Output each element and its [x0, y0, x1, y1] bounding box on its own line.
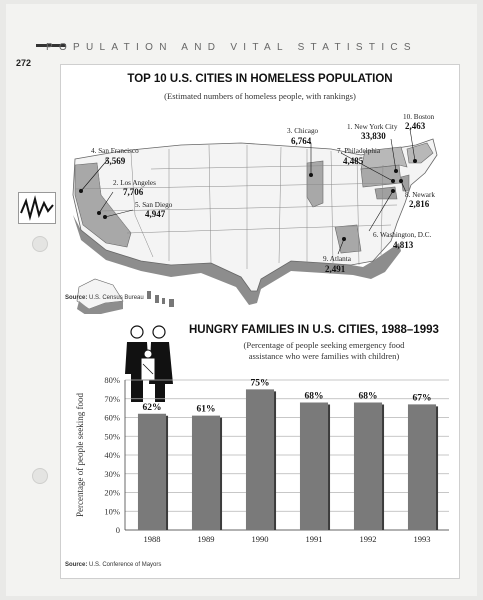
y-axis-label: Percentage of people seeking food	[75, 393, 85, 517]
page-number: 272	[16, 58, 32, 68]
bar	[138, 414, 166, 530]
city-value-los-angeles: 7,706	[123, 187, 144, 197]
y-tick-label: 10%	[104, 506, 120, 517]
x-tick-label: 1990	[251, 534, 269, 544]
us-map	[61, 65, 459, 315]
binder-hole	[32, 236, 48, 252]
page	[6, 4, 477, 596]
city-label-atlanta: 9. Atlanta	[323, 255, 351, 263]
bar-value-label: 62%	[142, 402, 162, 413]
bar	[246, 389, 274, 530]
map-title: TOP 10 U.S. CITIES IN HOMELESS POPULATION	[127, 73, 393, 85]
city-label-philadelphia: 7. Philadelphia	[337, 147, 381, 155]
homeless-map-panel	[60, 64, 460, 316]
chart-source-label: Source:	[65, 562, 88, 568]
state-illinois	[307, 161, 323, 207]
chart-source-text: U.S. Conference of Mayors	[89, 562, 162, 568]
state-maryland	[375, 187, 397, 199]
city-value-boston: 2,463	[405, 121, 426, 131]
city-value-san-francisco: 5,569	[105, 156, 126, 166]
y-tick-label: 50%	[104, 431, 120, 442]
city-label-boston: 10. Boston	[403, 113, 435, 121]
city-value-new-york: 33,830	[361, 131, 386, 141]
city-value-philadelphia: 4,485	[343, 156, 364, 166]
chart-subtitle-line: assistance who were families with children)	[248, 351, 400, 361]
chart-subtitle-line: (Percentage of people seeking emergency food	[243, 340, 405, 350]
chart-source	[65, 562, 161, 568]
city-value-san-diego: 4,947	[145, 209, 166, 219]
bar-chart	[61, 314, 459, 578]
bar	[354, 403, 382, 531]
x-tick-label: 1988	[143, 534, 161, 544]
city-label-los-angeles: 2. Los Angeles	[113, 179, 156, 187]
y-tick-label: 80%	[104, 375, 120, 385]
bar-value-label: 75%	[250, 378, 270, 389]
y-tick-label: 60%	[104, 412, 120, 423]
x-tick-label: 1992	[359, 534, 377, 544]
bar-value-label: 68%	[304, 391, 324, 402]
map-source-text: U.S. Census Bureau	[89, 295, 144, 301]
x-tick-label: 1989	[197, 534, 215, 544]
section-header: POPULATION AND VITAL STATISTICS	[46, 42, 417, 53]
map-subtitle: (Estimated numbers of homeless people, with rankings)	[164, 91, 356, 101]
city-label-san-francisco: 4. San Francisco	[91, 147, 139, 155]
city-value-newark: 2,816	[409, 199, 430, 209]
chart-title: HUNGRY FAMILIES IN U.S. CITIES, 1988–1993	[189, 324, 439, 336]
binder-hole	[32, 468, 48, 484]
city-value-washington: 4,813	[393, 240, 414, 250]
city-value-chicago: 6,764	[291, 136, 312, 146]
x-tick-label: 1991	[305, 534, 323, 544]
map-source-label: Source:	[65, 295, 88, 301]
vital-signs-icon	[18, 192, 56, 224]
bar	[300, 403, 328, 531]
y-tick-label: 70%	[104, 393, 120, 404]
y-tick-label: 40%	[104, 450, 120, 460]
city-label-new-york: 1. New York City	[347, 123, 398, 131]
x-tick-label: 1993	[413, 534, 431, 544]
bar-value-label: 67%	[412, 393, 432, 404]
bar-value-label: 61%	[196, 404, 216, 415]
hungry-families-panel	[60, 314, 460, 579]
city-label-newark: 8. Newark	[405, 191, 435, 199]
city-label-washington: 6. Washington, D.C.	[373, 231, 432, 239]
city-label-chicago: 3. Chicago	[287, 127, 319, 135]
city-label-san-diego: 5. San Diego	[135, 201, 173, 209]
map-source	[65, 295, 144, 301]
y-tick-label: 20%	[104, 487, 120, 498]
bar	[408, 404, 436, 530]
hawaii	[147, 291, 174, 307]
bar-value-label: 68%	[358, 391, 378, 402]
city-value-atlanta: 2,491	[325, 264, 346, 274]
bar	[192, 416, 220, 530]
y-tick-label: 30%	[104, 468, 120, 479]
y-tick-label: 0	[115, 525, 120, 535]
